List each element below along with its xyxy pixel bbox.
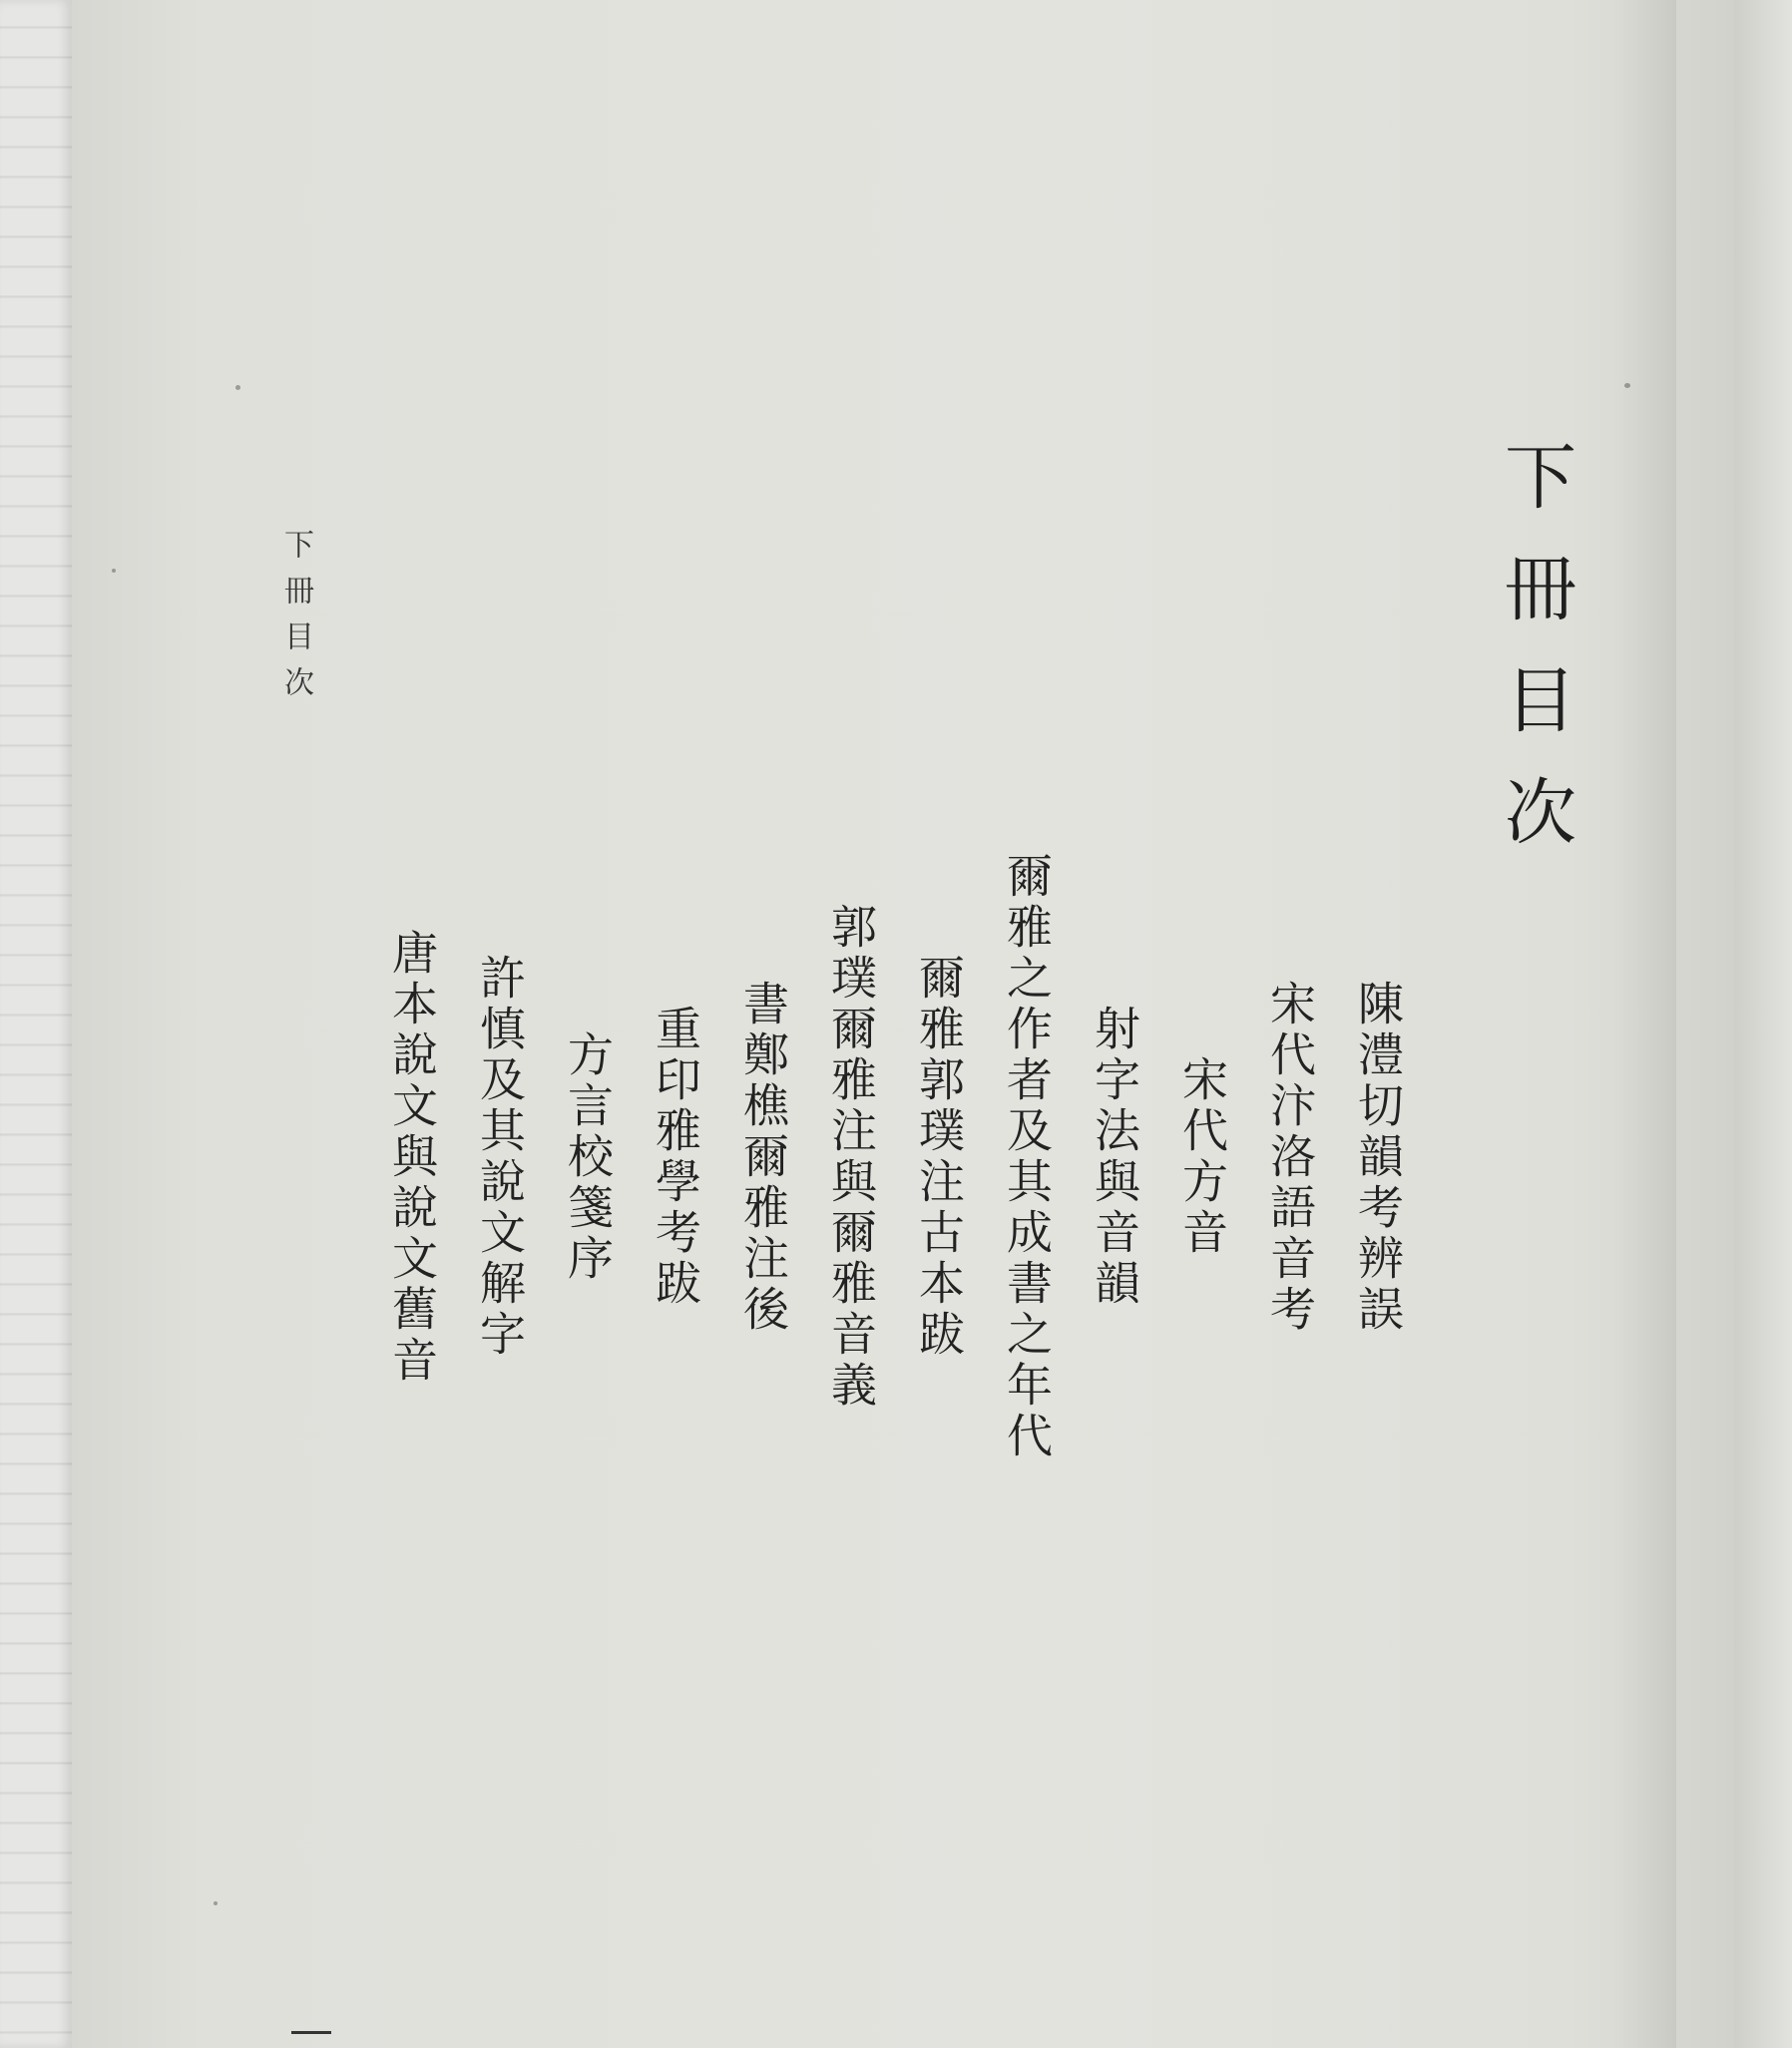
paper-speck <box>235 385 240 390</box>
toc-entry-title: 射字法與音韻 <box>1088 1005 1141 1310</box>
toc-entry <box>547 279 615 2035</box>
toc-entry <box>986 279 1054 2035</box>
toc-entry-title: 重印雅學考跋 <box>649 1005 702 1310</box>
toc-entry <box>1161 279 1229 2035</box>
paper-speck <box>214 1901 218 1905</box>
toc-entry-title: 唐本說文與說文舊音 <box>385 928 439 1387</box>
toc-entry-title: 宋代方音 <box>1175 1055 1229 1259</box>
toc-entry <box>635 279 702 2035</box>
toc-entry <box>810 279 878 2035</box>
adjacent-page-edge <box>0 0 72 2048</box>
folio-number <box>291 2031 331 2034</box>
toc-entry <box>1337 279 1405 2035</box>
toc-entry <box>898 279 966 2035</box>
running-footer: 下冊目次 <box>278 529 313 712</box>
toc-entry-title: 書鄭樵爾雅注後 <box>736 979 790 1336</box>
toc-entry-title: 陳澧切韻考辨誤 <box>1351 979 1405 1336</box>
paper-speck <box>112 569 116 573</box>
toc-entry <box>722 279 790 2035</box>
toc-entry-title: 爾雅之作者及其成書之年代 <box>1000 852 1054 1462</box>
toc-entry <box>1249 279 1317 2035</box>
gutter-shadow <box>1616 0 1676 2048</box>
page-title: 下冊目次 <box>1493 439 1576 886</box>
toc-entry <box>459 279 527 2035</box>
toc-entry-title: 許慎及其說文解字 <box>473 954 527 1361</box>
toc-entry-title: 爾雅郭璞注古本跋 <box>912 954 966 1361</box>
toc-entry <box>1074 279 1141 2035</box>
toc-entry <box>371 279 439 2035</box>
binding-edge <box>1734 0 1792 2048</box>
toc-entry-title: 郭璞爾雅注與爾雅音義 <box>824 903 878 1412</box>
toc-entry-title: 方言校箋序 <box>561 1029 615 1285</box>
paper-speck <box>1624 383 1630 388</box>
toc-entry-title: 宋代汴洛語音考 <box>1263 979 1317 1336</box>
